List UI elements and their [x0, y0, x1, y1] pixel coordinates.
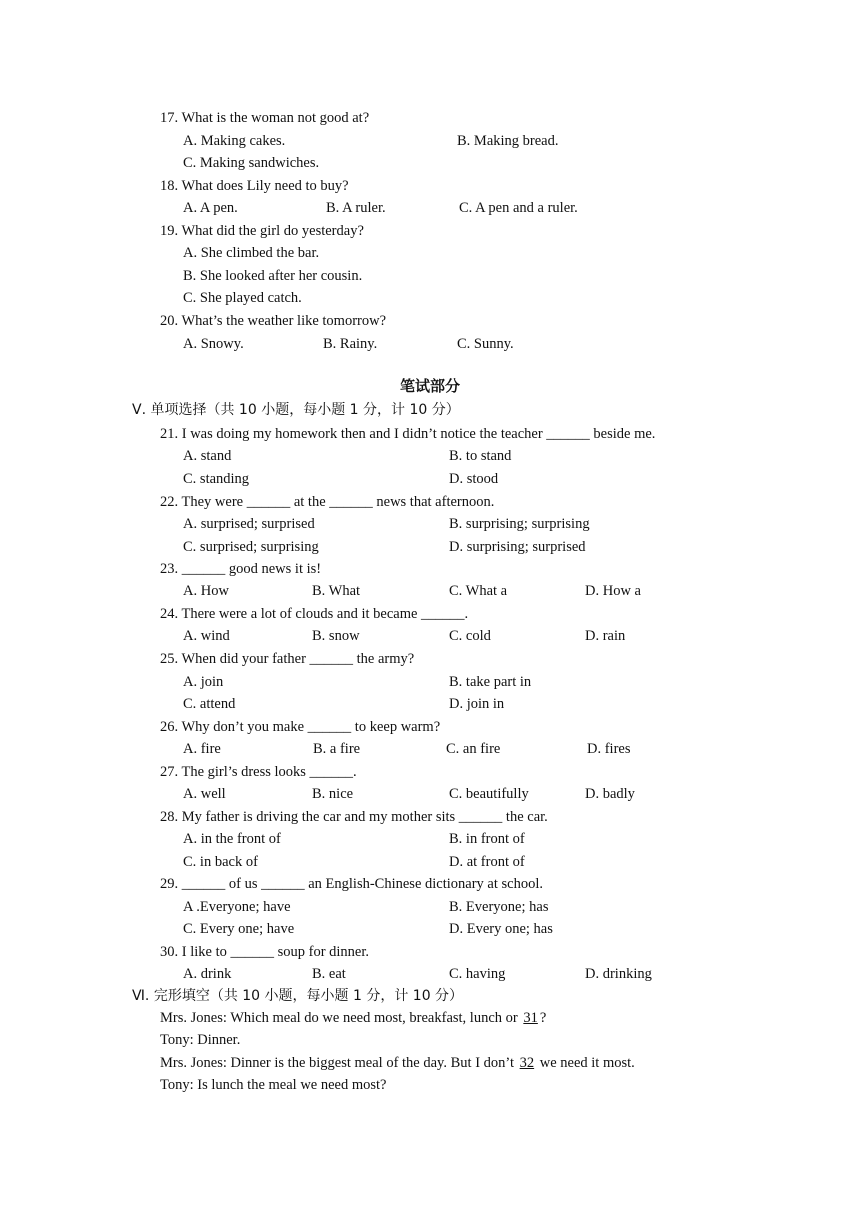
question-25: 25. When did your father ______ the army?: [160, 651, 415, 667]
cloze-text: Mrs. Jones: Which meal do we need most, breakfast, lunch or: [160, 1010, 522, 1026]
written-part-title: 笔试部分: [399, 377, 460, 395]
option-19c: C. She played catch.: [183, 290, 302, 306]
option-17c: C. Making sandwiches.: [183, 155, 320, 171]
option-17a: A. Making cakes.: [183, 133, 286, 149]
question-17: 17. What is the woman not good at?: [160, 110, 370, 126]
option-18c: C. A pen and a ruler.: [459, 200, 578, 216]
option-27c: C. beautifully: [449, 786, 529, 802]
section-5-heading: Ⅴ. 单项选择（共 10 小题，每小题 1 分，计 10 分）: [132, 402, 460, 418]
option-25d: D. join in: [449, 696, 505, 712]
option-17b: B. Making bread.: [457, 133, 559, 149]
question-18: 18. What does Lily need to buy?: [160, 178, 349, 194]
question-30: 30. I like to ______ soup for dinner.: [160, 944, 370, 960]
option-18a: A. A pen.: [183, 200, 238, 216]
question-26: 26. Why don’t you make ______ to keep warm?: [160, 719, 441, 735]
question-22: 22. They were ______ at the ______ news that afternoon.: [160, 494, 495, 510]
option-26b: B. a fire: [313, 741, 361, 757]
option-30d: D. drinking: [585, 966, 652, 982]
option-25c: C. attend: [183, 696, 236, 712]
cloze-text: Mrs. Jones: Dinner is the biggest meal of the day. But I don’t: [160, 1055, 518, 1071]
question-29: 29. ______ of us ______ an English-Chinese dictionary at school.: [160, 876, 543, 892]
option-22b: B. surprising; surprising: [449, 516, 590, 532]
question-28: 28. My father is driving the car and my mother sits ______ the car.: [160, 809, 548, 825]
option-22a: A. surprised; surprised: [183, 516, 315, 532]
option-22c: C. surprised; surprising: [183, 539, 319, 555]
option-21d: D. stood: [449, 471, 499, 487]
cloze-line-1: [160, 1008, 546, 1028]
cloze-text: we need it most.: [536, 1055, 635, 1071]
question-19: 19. What did the girl do yesterday?: [160, 223, 364, 239]
option-25a: A. join: [183, 674, 224, 690]
option-20a: A. Snowy.: [183, 336, 244, 352]
option-21a: A. stand: [183, 448, 232, 464]
option-28b: B. in front of: [449, 831, 525, 847]
option-27d: D. badly: [585, 786, 635, 802]
section-6-heading: Ⅵ. 完形填空（共 10 小题，每小题 1 分，计 10 分）: [132, 988, 464, 1004]
option-25b: B. take part in: [449, 674, 532, 690]
question-24: 24. There were a lot of clouds and it became ______.: [160, 606, 469, 622]
option-23c: C. What a: [449, 583, 508, 599]
option-24b: B. snow: [312, 628, 360, 644]
option-21c: C. standing: [183, 471, 250, 487]
option-19b: B. She looked after her cousin.: [183, 268, 363, 284]
cloze-line-3: [160, 1053, 635, 1073]
option-18b: B. A ruler.: [326, 200, 386, 216]
question-21: 21. I was doing my homework then and I didn’t notice the teacher ______ beside me.: [160, 426, 656, 442]
option-20b: B. Rainy.: [323, 336, 378, 352]
option-30b: B. eat: [312, 966, 346, 982]
option-24c: C. cold: [449, 628, 491, 644]
cloze-line-2: Tony: Dinner.: [160, 1032, 241, 1048]
cloze-text: ?: [539, 1010, 547, 1026]
option-27b: B. nice: [312, 786, 354, 802]
option-20c: C. Sunny.: [457, 336, 514, 352]
cloze-blank-31: 31: [523, 1010, 538, 1026]
option-26c: C. an fire: [446, 741, 501, 757]
cloze-blank-32: 32: [519, 1055, 535, 1071]
option-23d: D. How a: [585, 583, 641, 599]
question-20: 20. What’s the weather like tomorrow?: [160, 313, 387, 329]
option-27a: A. well: [183, 786, 226, 802]
option-29c: C. Every one; have: [183, 921, 295, 937]
option-29d: D. Every one; has: [449, 921, 553, 937]
question-27: 27. The girl’s dress looks ______.: [160, 764, 357, 780]
option-24d: D. rain: [585, 628, 626, 644]
option-30a: A. drink: [183, 966, 232, 982]
option-23b: B. What: [312, 583, 361, 599]
option-29a: A .Everyone; have: [183, 899, 291, 915]
option-24a: A. wind: [183, 628, 230, 644]
option-30c: C. having: [449, 966, 506, 982]
option-28c: C. in back of: [183, 854, 258, 870]
question-23: 23. ______ good news it is!: [160, 561, 322, 577]
option-28d: D. at front of: [449, 854, 525, 870]
option-23a: A. How: [183, 583, 229, 599]
option-19a: A. She climbed the bar.: [183, 245, 320, 261]
option-21b: B. to stand: [449, 448, 512, 464]
option-26d: D. fires: [587, 741, 631, 757]
option-22d: D. surprising; surprised: [449, 539, 586, 555]
option-26a: A. fire: [183, 741, 221, 757]
option-28a: A. in the front of: [183, 831, 281, 847]
option-29b: B. Everyone; has: [449, 899, 549, 915]
cloze-line-4: Tony: Is lunch the meal we need most?: [160, 1077, 387, 1093]
